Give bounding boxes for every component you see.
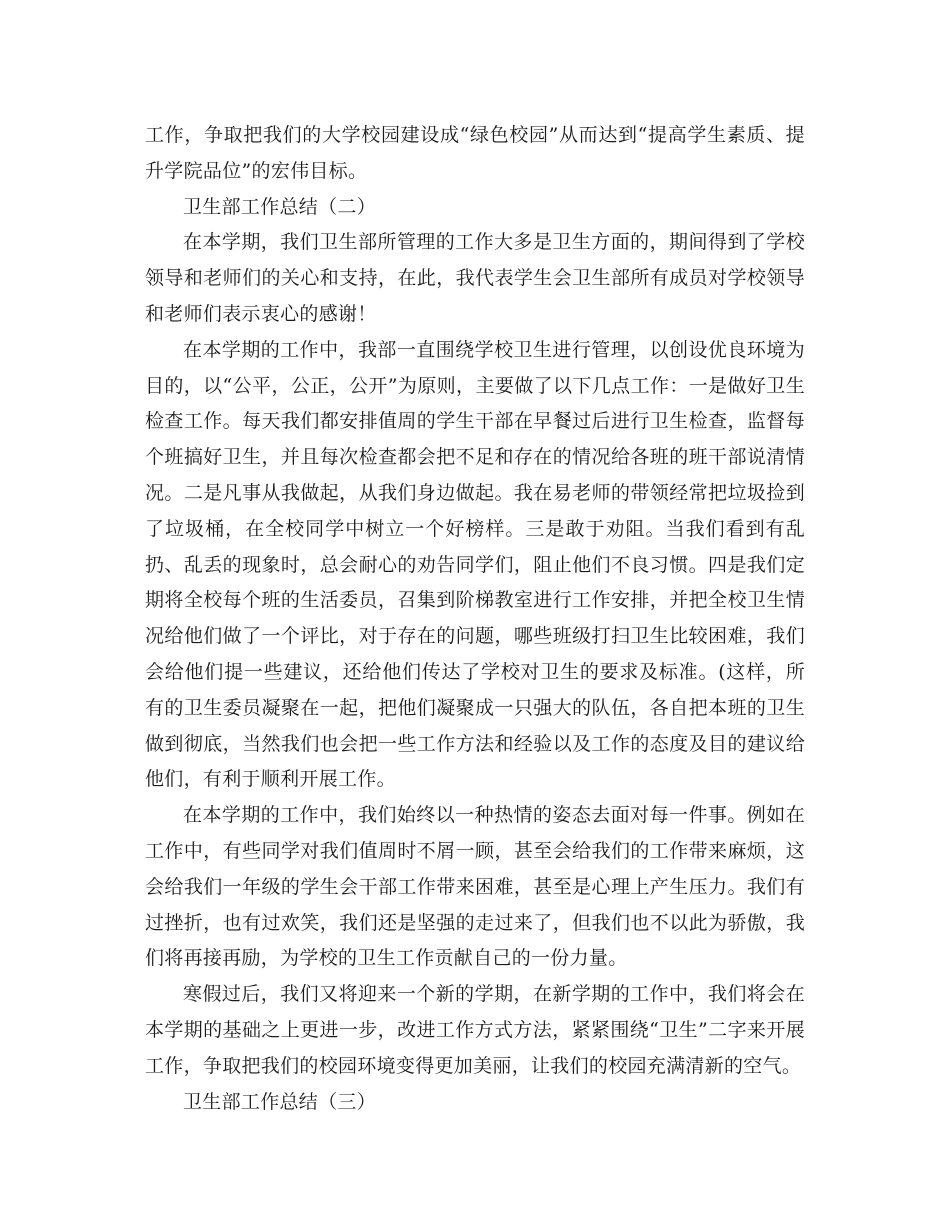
paragraph-work-items: 在本学期的工作中，我部一直围绕学校卫生进行管理，以创设优良环境为目的，以“公平，公正，公开”为原则，主要做了以下几点工作：一是做好卫生检查工作。每天我们都安排值周的学生干部在早餐过后进行卫生检查，监督每个班搞好卫生，并且每次检查都会把不足和存在的情况给各班的班干部说清情况。二是凡事从我做起，从我们身边做起。我在易老师的带领经常把垃圾捡到了垃圾桶，在全校同学中树立一个好榜样。三是敢于劝阻。当我们看到有乱扔、乱丢的现象时，总会耐心的劝告同学们，阻止他们不良习惯。四是我们定期将全校每个班的生活委员，召集到阶梯教室进行工作安排，并把全校卫生情况给他们做了一个评比，对于存在的问题，哪些班级打扫卫生比较困难，我们会给他们提一些建议，还给他们传达了学校对卫生的要求及标准。(这样，所有的卫生委员凝聚在一起，把他们凝聚成一只强大的队伍，各自把本班的卫生做到彻底，当然我们也会把一些工作方法和经验以及工作的态度及目的建议给他们，有利于顺利开展工作。 bbox=[145, 338, 805, 791]
document-body bbox=[145, 118, 805, 1120]
section-heading-2: 卫生部工作总结（二） bbox=[183, 195, 377, 218]
section-heading-3: 卫生部工作总结（三） bbox=[183, 1090, 377, 1113]
paragraph-continued: 工作，争取把我们的大学校园建设成“绿色校园”从而达到“提高学生素质、提升学院品位”的宏伟目标。 bbox=[145, 124, 805, 182]
paragraph-thanks: 在本学期，我们卫生部所管理的工作大多是卫生方面的，期间得到了学校领导和老师们的关心和支持，在此，我代表学生会卫生部所有成员对学校领导和老师们表示衷心的感谢！ bbox=[145, 231, 805, 325]
paragraph-outlook: 寒假过后，我们又将迎来一个新的学期，在新学期的工作中，我们将会在本学期的基础之上更进一步，改进工作方式方法，紧紧围绕“卫生”二字来开展工作，争取把我们的校园环境变得更加美丽，让我们的校园充满清新的空气。 bbox=[145, 983, 805, 1077]
paragraph-attitude: 在本学期的工作中，我们始终以一种热情的姿态去面对每一件事。例如在工作中，有些同学对我们值周时不屑一顾，甚至会给我们的工作带来麻烦，这会给我们一年级的学生会干部工作带来困难，甚至是心理上产生压力。我们有过挫折，也有过欢笑，我们还是坚强的走过来了，但我们也不以此为骄傲，我们将再接再励，为学校的卫生工作贡献自己的一份力量。 bbox=[145, 804, 805, 970]
